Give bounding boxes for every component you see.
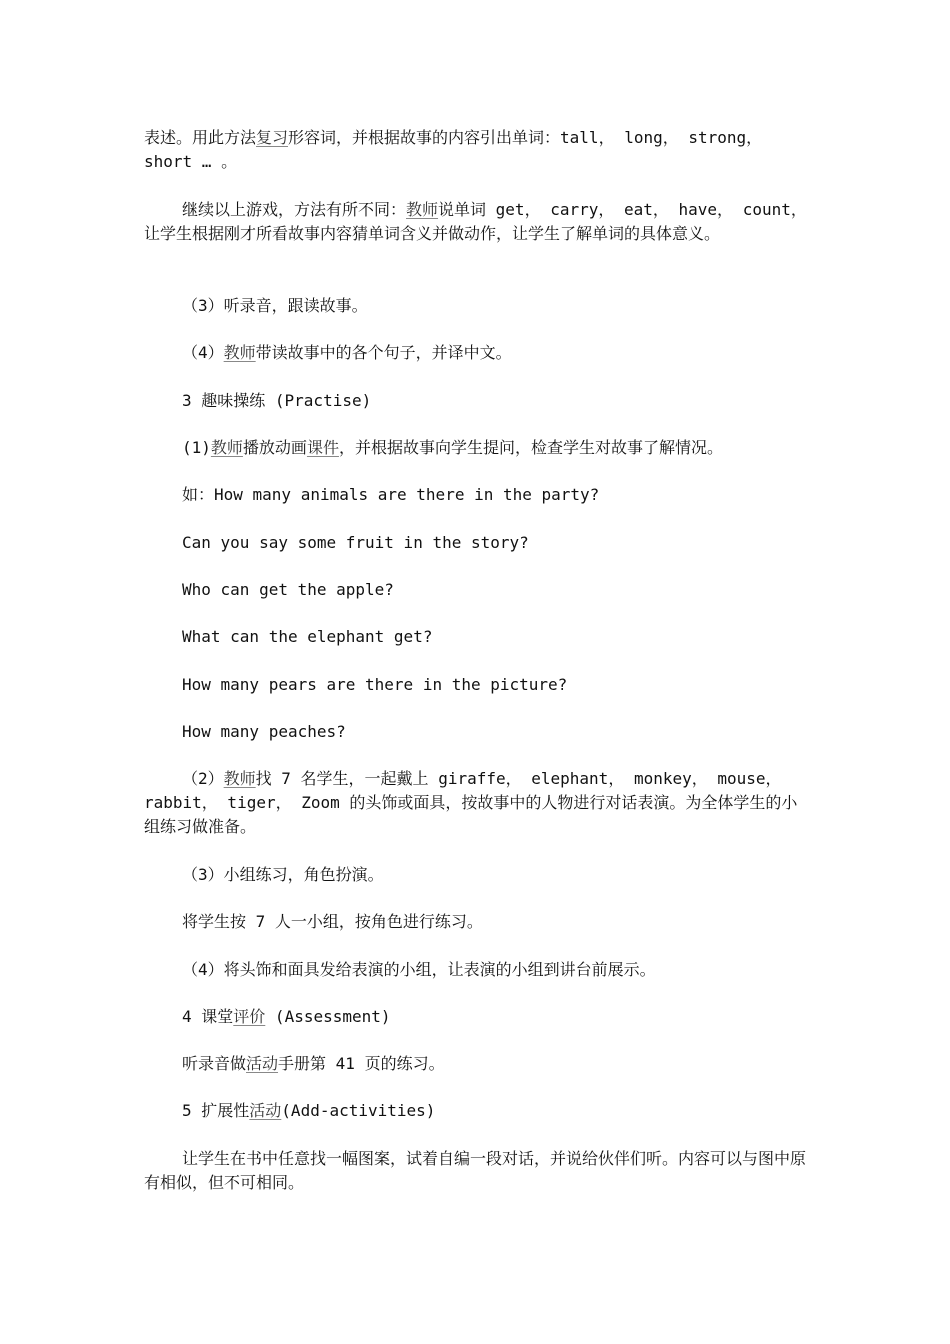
link-teacher[interactable]: 教师 xyxy=(223,769,256,788)
paragraph-activity-book: 听录音做活动手册第 41 页的练习。 xyxy=(182,1054,445,1073)
paragraph-play-animation: (1)教师播放动画课件，并根据故事向学生提问，检查学生对故事了解情况。 xyxy=(182,438,723,457)
link-activity[interactable]: 活动 xyxy=(246,1054,279,1073)
question-line: How many peaches? xyxy=(182,722,346,741)
link-assessment[interactable]: 评价 xyxy=(233,1007,266,1026)
link-activity[interactable]: 活动 xyxy=(249,1101,282,1120)
link-teacher[interactable]: 教师 xyxy=(223,343,256,362)
section-heading-add-activities: 5 扩展性活动(Add-activities) xyxy=(182,1101,436,1120)
paragraph-group-practice: （3）小组练习，角色扮演。 xyxy=(182,865,384,884)
link-courseware[interactable]: 课件 xyxy=(306,438,339,457)
paragraph-group-of-seven: 将学生按 7 人一小组，按角色进行练习。 xyxy=(182,912,483,931)
question-line: How many pears are there in the picture? xyxy=(182,675,568,694)
section-heading-assessment: 4 课堂评价 (Assessment) xyxy=(182,1007,391,1026)
section-heading-practise: 3 趣味操练 (Practise) xyxy=(182,391,372,410)
paragraph-continue-game: 继续以上游戏，方法有所不同：教师说单词 get， carry， eat， have， count， 让学生根据刚才所看故事内容猜单词含义并做动作，让学生了解单词的具体意义。 xyxy=(144,200,807,243)
link-teacher[interactable]: 教师 xyxy=(210,438,243,457)
paragraph-self-dialogue: 让学生在书中任意找一幅图案，试着自编一段对话，并说给伙伴们听。内容可以与图中原有相似，但不可相同。 xyxy=(144,1149,807,1192)
paragraph-listen-recording: （3）听录音，跟读故事。 xyxy=(182,296,368,315)
paragraph-review-adjectives: 表述。用此方法复习形容词，并根据故事的内容引出单词：tall， long， strong， short … 。 xyxy=(144,128,763,171)
question-line: Can you say some fruit in the story? xyxy=(182,533,529,552)
paragraph-headwear-show: （4）将头饰和面具发给表演的小组，让表演的小组到讲台前展示。 xyxy=(182,960,656,979)
question-line: What can the elephant get? xyxy=(182,627,433,646)
paragraph-role-play: （2）教师找 7 名学生，一起戴上 giraffe， elephant， monkey， mouse， rabbit， tiger， Zoom 的头饰或面具，按故事中的人物进行对话表演。为全体学生的小组练习做准备。 xyxy=(144,769,798,836)
question-line: 如：How many animals are there in the party? xyxy=(182,485,600,504)
paragraph-teacher-reads: （4）教师带读故事中的各个句子，并译中文。 xyxy=(182,343,512,362)
link-review[interactable]: 复习 xyxy=(256,128,289,147)
question-line: Who can get the apple? xyxy=(182,580,394,599)
link-teacher[interactable]: 教师 xyxy=(406,200,439,219)
